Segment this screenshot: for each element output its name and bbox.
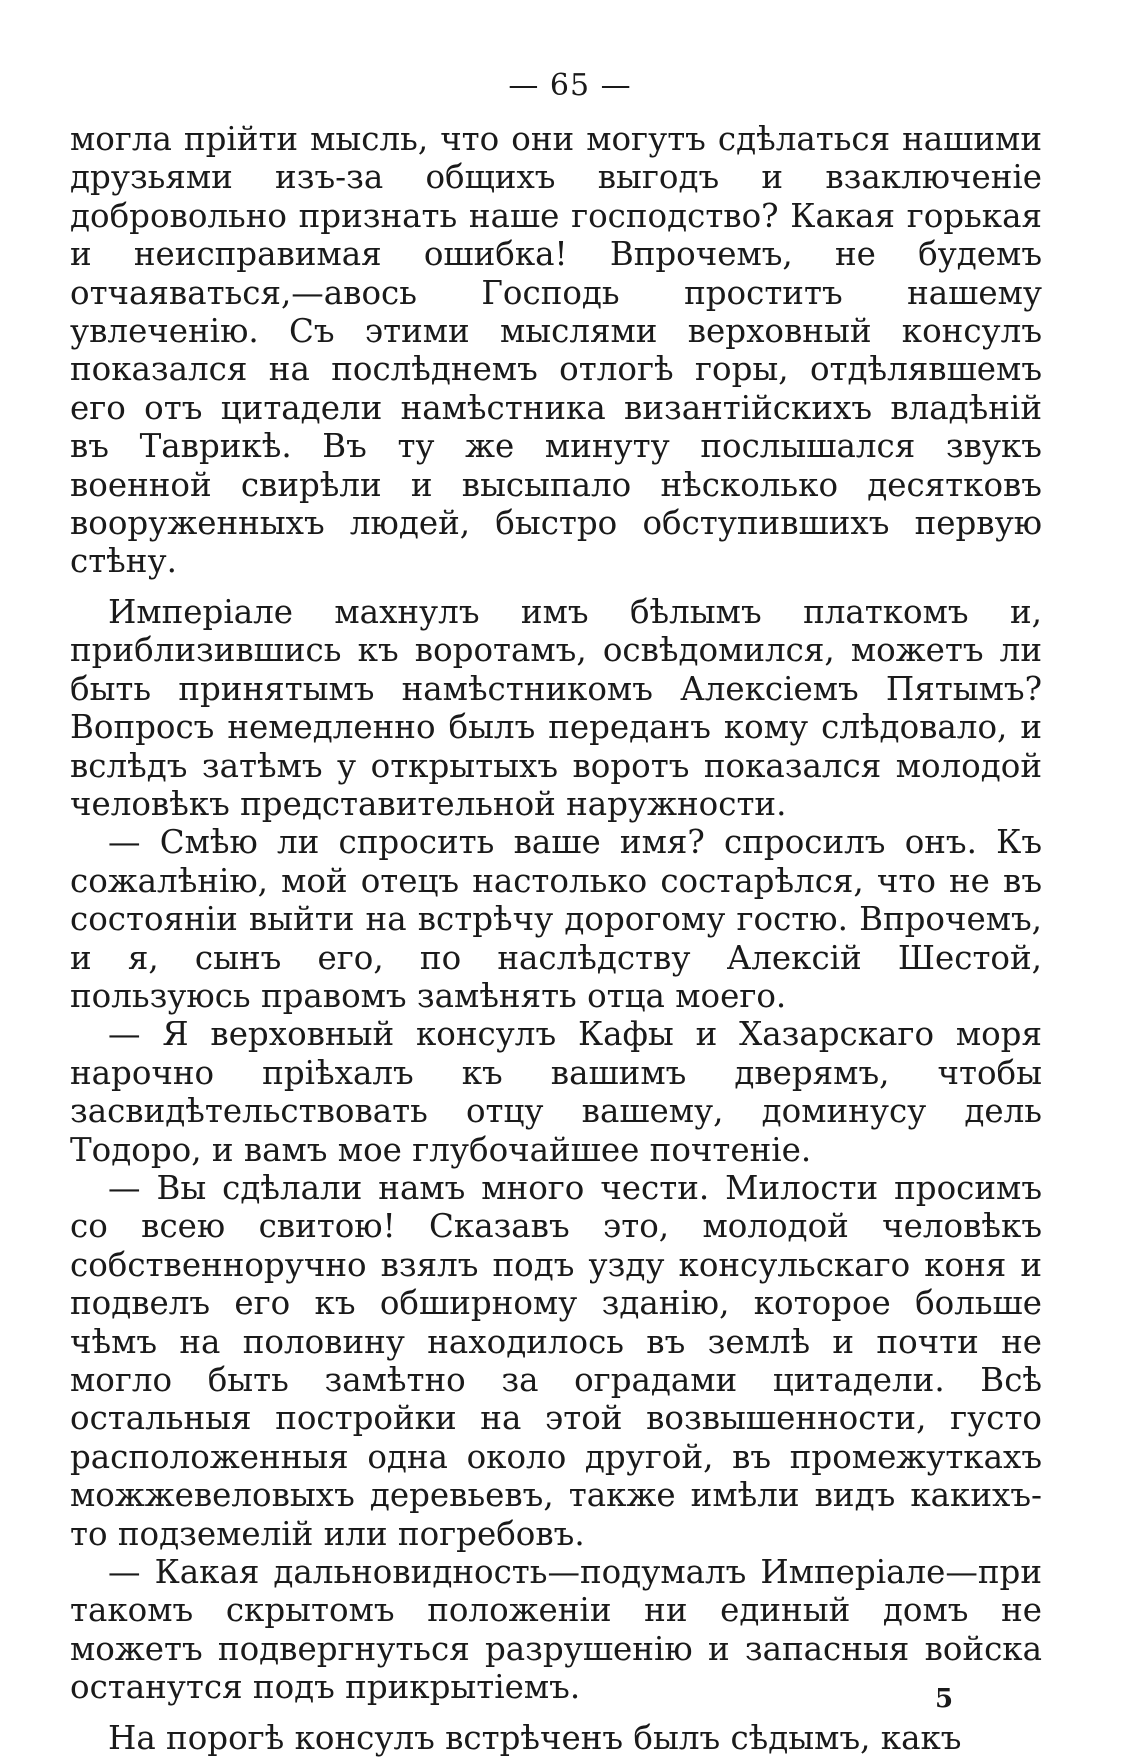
page-number: — 65 — [508,68,632,103]
paragraph-7: На порогѣ консулъ встрѣченъ былъ сѣдымъ, какъ [108,1718,962,1757]
paragraph-6: — Какая дальновидность—подумалъ Имперіале—при такомъ скрытомъ положеніи ни единый домъ не можетъ подвергнуться разрушенію и запасныя войска останутся подъ прикрытіемъ. [70,1553,1042,1707]
paragraph-5: — Вы сдѣлали намъ много чести. Милости просимъ со всею свитою! Сказавъ это, молодой человѣкъ собственноручно взялъ подъ узду консульскаго коня и подвелъ его къ обширному зданію, которое больше чѣмъ на половину находилось въ землѣ и почти не могло быть замѣтно за оградами цитадели. Всѣ остальныя постройки на этой возвышенности, густо расположенныя одна около другой, въ промежуткахъ можжевеловыхъ деревьевъ, также имѣли видъ какихъ-то подземелій или погребовъ. [70,1168,1042,1553]
paragraph-4: — Я верховный консулъ Кафы и Хазарскаго моря нарочно пріѣхалъ къ вашимъ дверямъ, чтобы засвидѣтельствовать отцу вашему, доминусу дель Тодоро, и вамъ мое глубочайшее почтеніе. [70,1015,1042,1169]
paragraph-2: Имперіале махнулъ имъ бѣлымъ платкомъ и, приблизившись къ воротамъ, освѣдомился, можетъ ли быть принятымъ намѣстникомъ Алексіемъ Пятымъ? Вопросъ немедленно былъ переданъ кому слѣдовало, и вслѣдъ затѣмъ у открытыхъ воротъ показался молодой человѣкъ представительной наружности. [70,592,1042,823]
body-text [70,120,1042,1757]
signature-mark: 5 [935,1684,954,1714]
paragraph-3: — Смѣю ли спросить ваше имя? спросилъ онъ. Къ сожалѣнію, мой отецъ настолько состарѣлся, что не въ состояніи выйти на встрѣчу дорогому гостю. Впрочемъ, и я, сынъ его, по наслѣдству Алексій Шестой, пользуюсь правомъ замѣнять отца моего. [70,823,1042,1015]
paragraph-1: могла прійти мысль, что они могутъ сдѣлаться нашими друзьями изъ-за общихъ выгодъ и взаключеніе добровольно признать наше господство? Какая горькая и неисправимая ошибка! Впрочемъ, не будемъ отчаяваться,—авось Господь проститъ нашему увлеченію. Съ этими мыслями верховный консулъ показался на послѣднемъ отлогѣ горы, отдѣлявшемъ его отъ цитадели намѣстника византійскихъ владѣній въ Таврикѣ. Въ ту же минуту послышался звукъ военной свирѣли и высыпало нѣсколько десятковъ вооруженныхъ людей, быстро обступившихъ первую стѣну. [70,120,1042,581]
